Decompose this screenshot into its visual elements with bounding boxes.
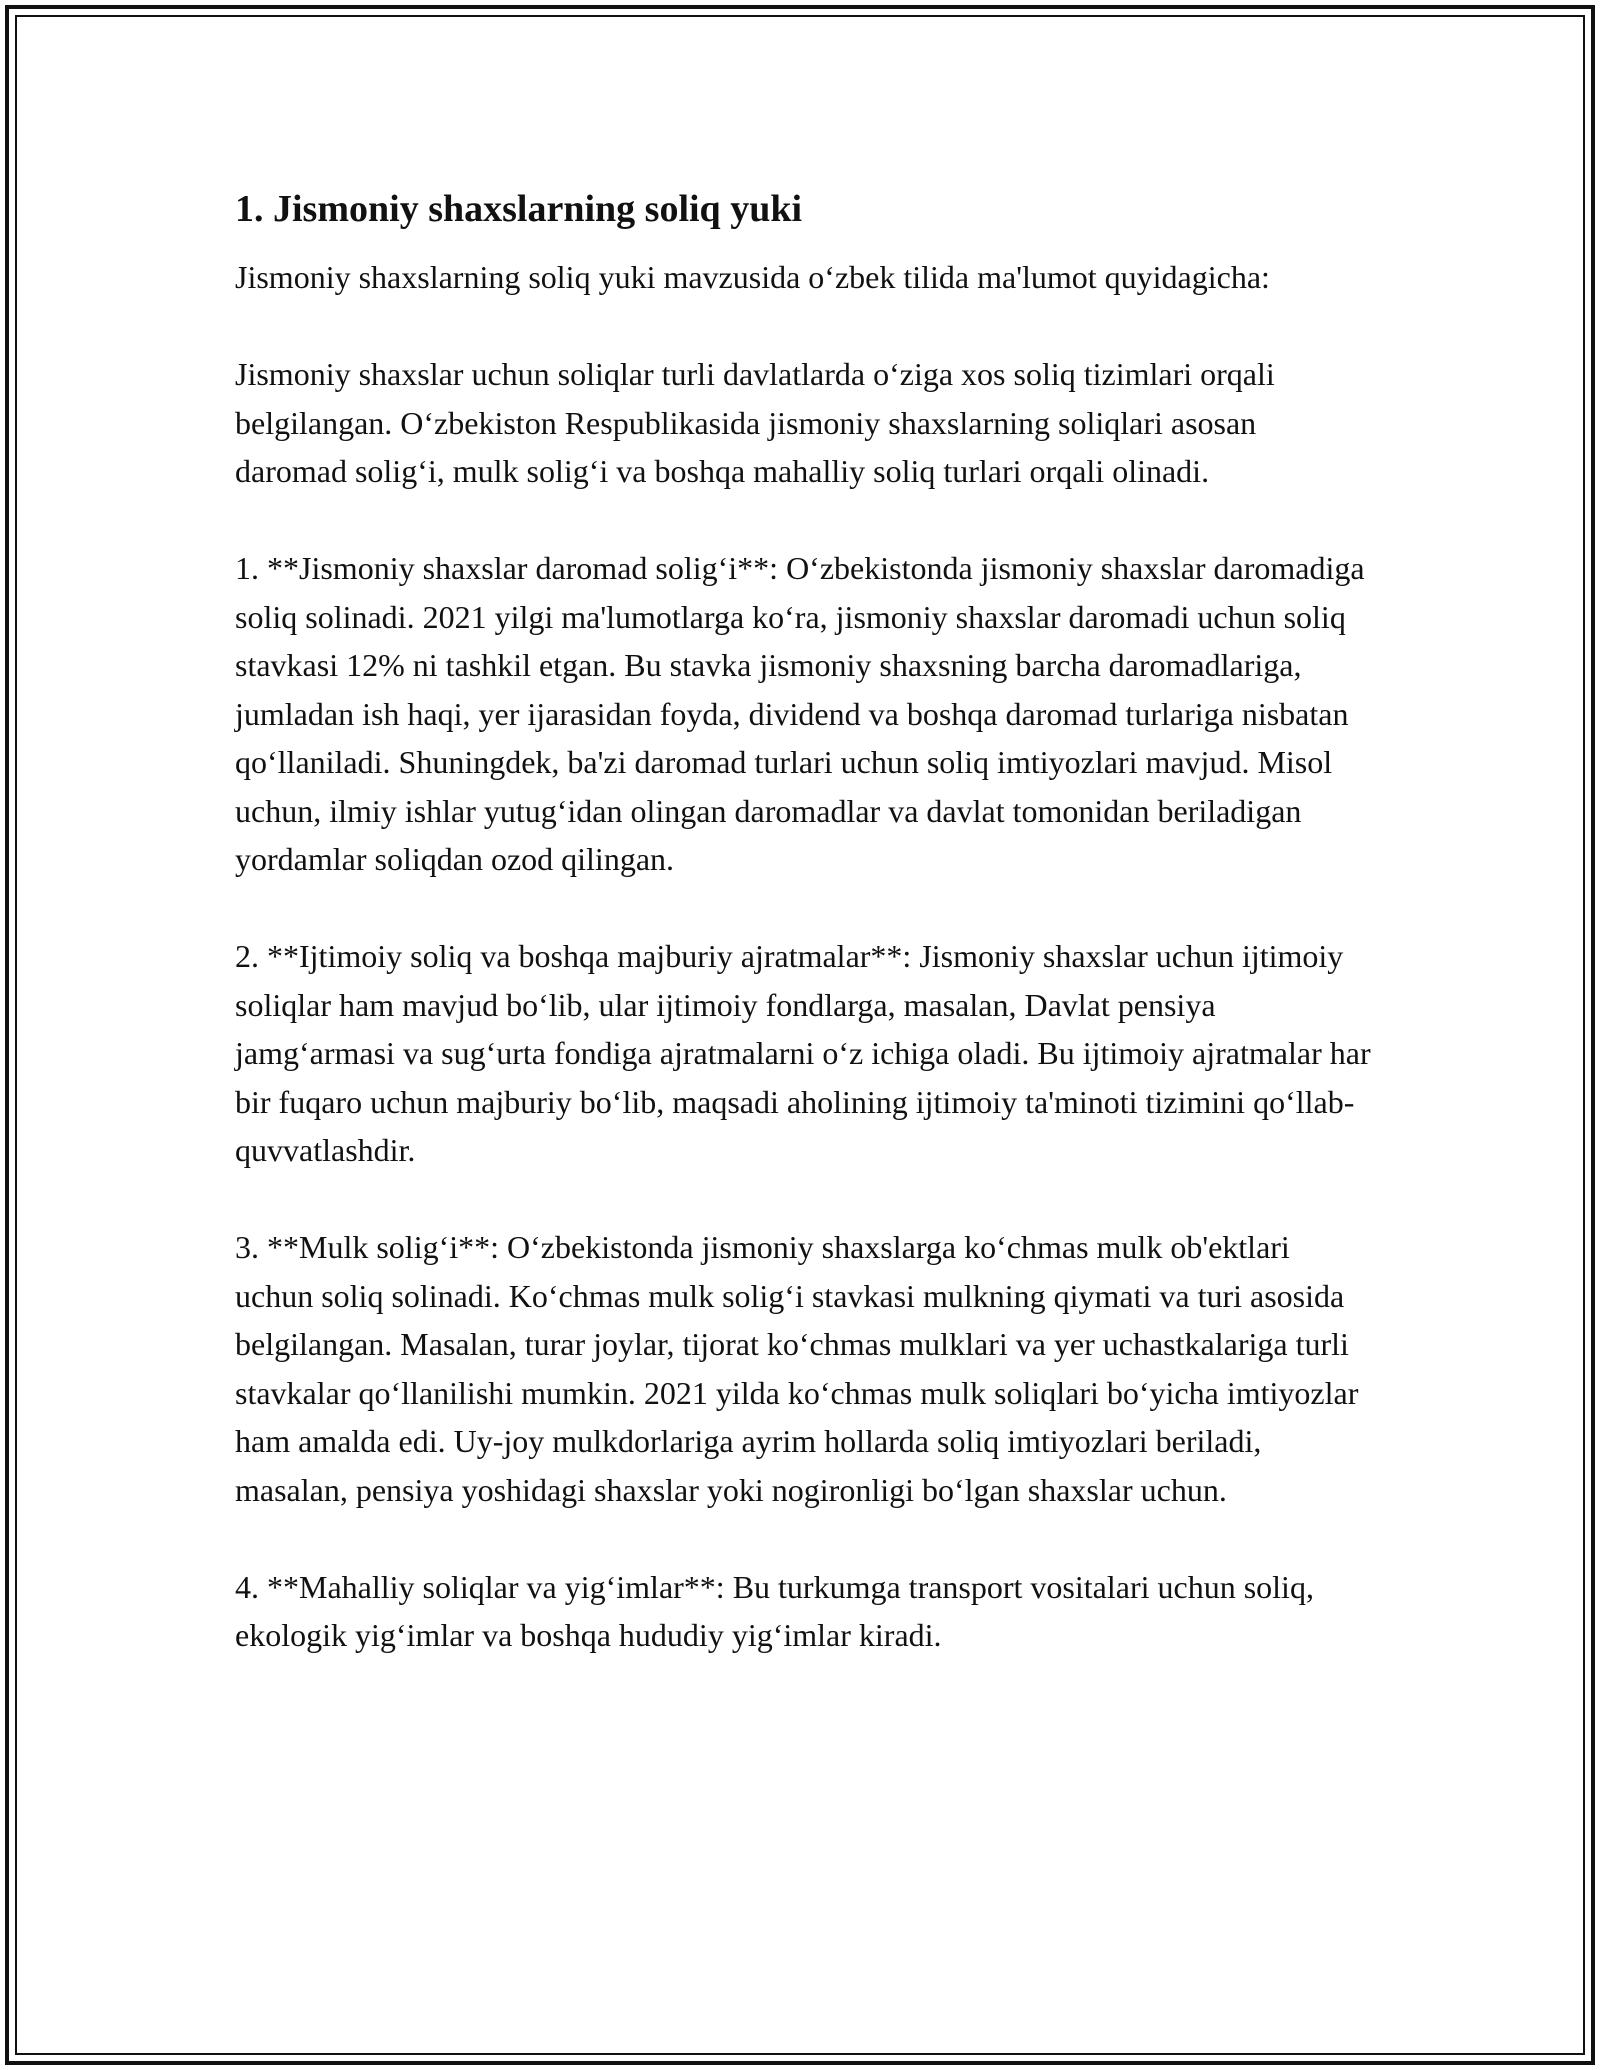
income-tax-paragraph: 1. **Jismoniy shaxslar daromad solig‘i**: O‘zbekistonda jismoniy shaxslar daromadiga soliq solinadi. 2021 yilgi ma'lumotlarga ko‘ra, jismoniy shaxslar daromadi uchun soliq stavkasi 12% ni tashkil etgan. Bu stavka jismoniy shaxsning barcha daromadlariga, jumladan ish haqi, yer ijarasidan foyda, dividend va boshqa daromad turlariga nisbatan qo‘llaniladi. Shuningdek, ba'zi daromad turlari uchun soliq imtiyozlari mavjud. Misol uchun, ilmiy ishlar yutug‘idan olingan daromadlar va davlat tomonidan beriladigan yordamlar soliqdan ozod qilingan. — [235, 550, 1365, 877]
property-tax-paragraph: 3. **Mulk solig‘i**: O‘zbekistonda jismoniy shaxslarga ko‘chmas mulk ob'ektlari uchun soliq solinadi. Ko‘chmas mulk solig‘i stavkasi mulkning qiymati va turi asosida belgilangan. Masalan, turar joylar, tijorat ko‘chmas mulklari va yer uchastkalariga turli stavkalar qo‘llanilishi mumkin. 2021 yilda ko‘chmas mulk soliqlari bo‘yicha imtiyozlar ham amalda edi. Uy-joy mulkdorlariga ayrim hollarda soliq imtiyozlari beriladi, masalan, pensiya yoshidagi shaxslar yoki nogironligi bo‘lgan shaxslar uchun. — [235, 1229, 1359, 1508]
section-heading: 1. Jismoniy shaxslarning soliq yuki — [235, 188, 803, 230]
document-body — [235, 185, 1375, 1708]
local-taxes-paragraph: 4. **Mahalliy soliqlar va yig‘imlar**: Bu turkumga transport vositalari uchun soliq, ekologik yig‘imlar va boshqa hududiy yig‘imlar kiradi. — [235, 1568, 1314, 1653]
social-tax-paragraph: 2. **Ijtimoiy soliq va boshqa majburiy ajratmalar**: Jismoniy shaxslar uchun ijtimoiy soliqlar ham mavjud bo‘lib, ular ijtimoiy fondlarga, masalan, Davlat pensiya jamg‘armasi va sug‘urta fondiga ajratmalarni o‘z ichiga oladi. Bu ijtimoiy ajratmalar har bir fuqaro uchun majburiy bo‘lib, maqsadi aholining ijtimoiy ta'minoti tizimini qo‘llab-quvvatlashdir. — [235, 938, 1371, 1168]
overview-paragraph: Jismoniy shaxslar uchun soliqlar turli davlatlarda o‘ziga xos soliq tizimlari orqali belgilangan. O‘zbekiston Respublikasida jismoniy shaxslarning soliqlari asosan daromad solig‘i, mulk solig‘i va boshqa mahalliy soliq turlari orqali olinadi. — [235, 356, 1275, 489]
intro-paragraph: Jismoniy shaxslarning soliq yuki mavzusida o‘zbek tilida ma'lumot quyidagicha: — [235, 259, 1270, 295]
